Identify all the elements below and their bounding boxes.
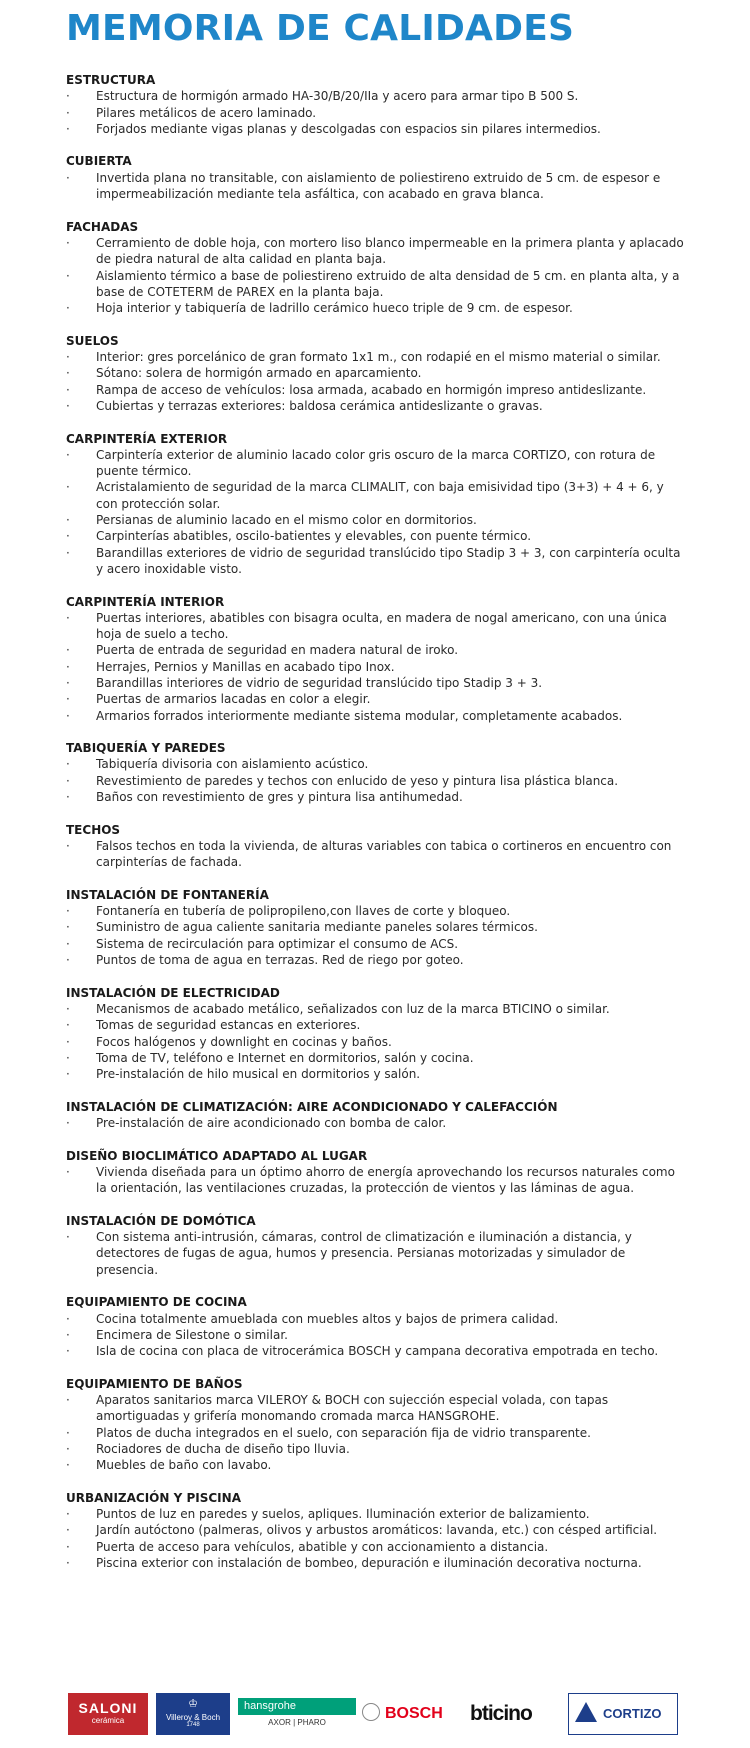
item-text: Estructura de hormigón armado HA-30/B/20/IIa y acero para armar tipo B 500 S.	[96, 89, 579, 104]
bullet-icon: ·	[66, 936, 70, 951]
saloni-logo-sub: cerámica	[91, 1716, 125, 1725]
bullet-icon: ·	[66, 692, 70, 707]
section	[66, 153, 688, 202]
item-text: Interior: gres porcelánico de gran formato 1x1 m., con rodapié en el mismo material o similar.	[96, 350, 661, 365]
section-items	[66, 1392, 688, 1473]
section	[66, 1213, 688, 1278]
section-title: SUELOS	[66, 333, 119, 348]
bosch-logo	[362, 1693, 466, 1735]
list-item	[66, 936, 688, 952]
qualities-list	[66, 72, 688, 1588]
saloni-logo-name: SALONI	[78, 1700, 138, 1716]
bullet-icon: ·	[66, 513, 70, 528]
section	[66, 1099, 688, 1132]
section-items	[66, 88, 688, 137]
list-item	[66, 170, 688, 203]
bullet-icon: ·	[66, 89, 70, 104]
section	[66, 431, 688, 578]
list-item	[66, 1425, 688, 1441]
bullet-icon: ·	[66, 1164, 70, 1179]
section	[66, 72, 688, 137]
bullet-icon: ·	[66, 1050, 70, 1065]
section	[66, 740, 688, 805]
list-item	[66, 105, 688, 121]
section-title: EQUIPAMIENTO DE BAÑOS	[66, 1376, 243, 1391]
list-item	[66, 691, 688, 707]
list-item	[66, 642, 688, 658]
bullet-icon: ·	[66, 301, 70, 316]
cortizo-logo-name: CORTIZO	[603, 1706, 662, 1721]
section	[66, 822, 688, 871]
bullet-icon: ·	[66, 350, 70, 365]
item-text: Cubiertas y terrazas exteriores: baldosa cerámica antideslizante o gravas.	[96, 398, 543, 413]
item-text: Tomas de seguridad estancas en exteriores.	[96, 1018, 361, 1033]
list-item	[66, 88, 688, 104]
item-text: Puntos de luz en paredes y suelos, apliques. Iluminación exterior de balizamiento.	[96, 1507, 590, 1522]
bullet-icon: ·	[66, 1425, 70, 1440]
item-text: Aparatos sanitarios marca VILEROY & BOCH con sujección especial volada, con tapas amortiguadas y grifería monomando cromada marca HANSGROHE.	[96, 1393, 609, 1424]
list-item	[66, 610, 688, 643]
section-title: INSTALACIÓN DE FONTANERÍA	[66, 887, 269, 902]
bullet-icon: ·	[66, 1458, 70, 1473]
section-items	[66, 235, 688, 316]
section-title: FACHADAS	[66, 219, 139, 234]
section-items	[66, 903, 688, 968]
item-text: Falsos techos en toda la vivienda, de alturas variables con tabica o cortineros en encuentro con carpinterías de fachada.	[96, 838, 672, 870]
list-item	[66, 235, 688, 268]
section-title: DISEÑO BIOCLIMÁTICO ADAPTADO AL LUGAR	[66, 1148, 368, 1163]
section-items	[66, 1001, 688, 1082]
bullet-icon: ·	[66, 953, 70, 968]
saloni-logo	[68, 1693, 148, 1735]
item-text: Barandillas exteriores de vidrio de seguridad translúcido tipo Stadip 3 + 3, con carpintería oculta y acero inoxidable visto.	[96, 545, 681, 576]
bullet-icon: ·	[66, 1327, 70, 1342]
list-item	[66, 1034, 688, 1050]
list-item	[66, 952, 688, 968]
item-text: Pre-instalación de aire acondicionado con bomba de calor.	[96, 1116, 447, 1130]
list-item	[66, 1164, 688, 1197]
item-text: Suministro de agua caliente sanitaria mediante paneles solares térmicos.	[96, 920, 538, 935]
list-item	[66, 479, 688, 512]
bullet-icon: ·	[66, 1523, 70, 1538]
item-text: Carpinterías abatibles, oscilo-batientes y elevables, con puente térmico.	[96, 529, 532, 544]
item-text: Rociadores de ducha de diseño tipo lluvia.	[96, 1441, 350, 1456]
bullet-icon: ·	[66, 545, 70, 560]
page-title: MEMORIA DE CALIDADES	[66, 8, 575, 49]
bticino-logo	[470, 1693, 564, 1735]
item-text: Pre-instalación de hilo musical en dormitorios y salón.	[96, 1067, 421, 1082]
item-text: Encimera de Silestone o similar.	[96, 1327, 288, 1342]
bullet-icon: ·	[66, 1393, 70, 1408]
bosch-logo-name: BOSCH	[385, 1705, 443, 1722]
bullet-icon: ·	[66, 1344, 70, 1359]
list-item	[66, 1115, 688, 1131]
item-text: Puntos de toma de agua en terrazas. Red de riego por goteo.	[96, 953, 464, 968]
bullet-icon: ·	[66, 121, 70, 136]
section-title: CARPINTERÍA EXTERIOR	[66, 431, 228, 446]
item-text: Vivienda diseñada para un óptimo ahorro de energía aprovechando los recursos naturales como la orientación, las ventilaciones cruzadas, la protección de vientos y las láminas de agua.	[96, 1164, 675, 1196]
bullet-icon: ·	[66, 1539, 70, 1554]
bullet-icon: ·	[66, 1441, 70, 1456]
section-items	[66, 1164, 688, 1197]
bullet-icon: ·	[66, 1034, 70, 1049]
bullet-icon: ·	[66, 757, 70, 772]
bullet-icon: ·	[66, 790, 70, 805]
list-item	[66, 300, 688, 316]
list-item	[66, 268, 688, 301]
section-items	[66, 1115, 688, 1131]
section	[66, 219, 688, 317]
list-item	[66, 1343, 688, 1359]
item-text: Baños con revestimiento de gres y pintura lisa antihumedad.	[96, 790, 463, 805]
item-text: Aislamiento térmico a base de poliestireno extruido de alta densidad de 5 cm. en planta alta, y a base de COTETERM de PAREX en la planta baja.	[96, 268, 680, 299]
list-item	[66, 1392, 688, 1425]
bullet-icon: ·	[66, 447, 70, 462]
item-text: Persianas de aluminio lacado en el mismo color en dormitorios.	[96, 513, 477, 528]
item-text: Cocina totalmente amueblada con muebles altos y bajos de primera calidad.	[96, 1311, 559, 1326]
item-text: Con sistema anti-intrusión, cámaras, control de climatización e iluminación a distancia, y detectores de fugas de agua, humos y presencia. Persianas motorizadas y simulador de presencia.	[96, 1230, 632, 1277]
list-item	[66, 675, 688, 691]
list-item	[66, 708, 688, 724]
section-items	[66, 170, 688, 203]
hansgrohe-logo	[238, 1693, 356, 1735]
bullet-icon: ·	[66, 1556, 70, 1571]
section	[66, 1490, 688, 1571]
section	[66, 887, 688, 968]
item-text: Armarios forrados interiormente mediante sistema modular, completamente acabados.	[96, 708, 623, 723]
item-text: Barandillas interiores de vidrio de seguridad translúcido tipo Stadip 3 + 3.	[96, 675, 543, 690]
item-text: Piscina exterior con instalación de bombeo, depuración e iluminación decorativa nocturna.	[96, 1556, 642, 1571]
section-items	[66, 838, 688, 871]
list-item	[66, 1457, 688, 1473]
bullet-icon: ·	[66, 170, 70, 185]
item-text: Rampa de acceso de vehículos: losa armada, acabado en hormigón impreso antideslizante.	[96, 382, 647, 397]
list-item	[66, 1506, 688, 1522]
bullet-icon: ·	[66, 904, 70, 919]
section-items	[66, 610, 688, 724]
bullet-icon: ·	[66, 268, 70, 283]
list-item	[66, 382, 688, 398]
list-item	[66, 1017, 688, 1033]
list-item	[66, 121, 688, 137]
bullet-icon: ·	[66, 1018, 70, 1033]
section	[66, 985, 688, 1083]
section-items	[66, 756, 688, 805]
brand-logos	[66, 1693, 680, 1735]
bullet-icon: ·	[66, 1230, 70, 1245]
bullet-icon: ·	[66, 105, 70, 120]
section-title: EQUIPAMIENTO DE COCINA	[66, 1295, 247, 1310]
bullet-icon: ·	[66, 708, 70, 723]
section-title: ESTRUCTURA	[66, 73, 156, 87]
section-title: INSTALACIÓN DE ELECTRICIDAD	[66, 985, 280, 1000]
cortizo-mark-icon	[575, 1702, 597, 1722]
item-text: Puertas interiores, abatibles con bisagra oculta, en madera de nogal americano, con una única hoja de suelo a techo.	[96, 610, 667, 642]
item-text: Revestimiento de paredes y techos con enlucido de yeso y pintura lisa plástica blanca.	[96, 773, 619, 788]
item-text: Tabiquería divisoria con aislamiento acústico.	[96, 757, 369, 772]
list-item	[66, 528, 688, 544]
bullet-icon: ·	[66, 610, 70, 625]
villeroy-boch-logo-year: 1748	[186, 1722, 200, 1728]
bullet-icon: ·	[66, 1067, 70, 1082]
hansgrohe-logo-name: hansgrohe	[238, 1698, 356, 1715]
list-item	[66, 1522, 688, 1538]
item-text: Herrajes, Pernios y Manillas en acabado tipo Inox.	[96, 659, 395, 674]
item-text: Acristalamiento de seguridad de la marca CLIMALIT, con baja emisividad tipo (3+3) + 4 + 6, y con protección solar.	[96, 480, 664, 511]
item-text: Sótano: solera de hormigón armado en aparcamiento.	[96, 366, 422, 381]
item-text: Invertida plana no transitable, con aislamiento de poliestireno extruido de 5 cm. de espesor e impermeabilización mediante tela asfáltica, con acabado en grava blanca.	[96, 170, 661, 202]
item-text: Carpintería exterior de aluminio lacado color gris oscuro de la marca CORTIZO, con rotura de puente térmico.	[96, 447, 656, 479]
list-item	[66, 659, 688, 675]
item-text: Sistema de recirculación para optimizar el consumo de ACS.	[96, 936, 459, 951]
item-text: Muebles de baño con lavabo.	[96, 1458, 272, 1473]
item-text: Platos de ducha integrados en el suelo, con separación fija de vidrio transparente.	[96, 1425, 591, 1440]
section-title: CARPINTERÍA INTERIOR	[66, 594, 225, 609]
item-text: Mecanismos de acabado metálico, señalizados con luz de la marca BTICINO o similar.	[96, 1001, 610, 1016]
list-item	[66, 349, 688, 365]
list-item	[66, 756, 688, 772]
hansgrohe-logo-sub: AXOR | PHARO	[268, 1718, 326, 1727]
item-text: Pilares metálicos de acero laminado.	[96, 105, 317, 120]
item-text: Puertas de armarios lacadas en color a elegir.	[96, 692, 371, 707]
bullet-icon: ·	[66, 643, 70, 658]
list-item	[66, 1001, 688, 1017]
bullet-icon: ·	[66, 382, 70, 397]
bullet-icon: ·	[66, 1311, 70, 1326]
item-text: Fontanería en tubería de polipropileno,con llaves de corte y bloqueo.	[96, 904, 511, 919]
bullet-icon: ·	[66, 398, 70, 413]
villeroy-boch-logo	[156, 1693, 230, 1735]
bullet-icon: ·	[66, 1116, 70, 1130]
item-text: Focos halógenos y downlight en cocinas y baños.	[96, 1034, 392, 1049]
list-item	[66, 1050, 688, 1066]
item-text: Isla de cocina con placa de vitrocerámica BOSCH y campana decorativa empotrada en techo.	[96, 1344, 659, 1359]
section	[66, 1294, 688, 1359]
bullet-icon: ·	[66, 480, 70, 495]
list-item	[66, 838, 688, 871]
list-item	[66, 773, 688, 789]
list-item	[66, 1311, 688, 1327]
section-items	[66, 447, 688, 577]
bullet-icon: ·	[66, 529, 70, 544]
item-text: Puerta de entrada de seguridad en madera natural de iroko.	[96, 643, 459, 658]
list-item	[66, 919, 688, 935]
crest-icon: ♔	[188, 1698, 198, 1710]
item-text: Toma de TV, teléfono e Internet en dormitorios, salón y cocina.	[96, 1050, 474, 1065]
bullet-icon: ·	[66, 235, 70, 250]
list-item	[66, 447, 688, 480]
list-item	[66, 398, 688, 414]
bullet-icon: ·	[66, 366, 70, 381]
list-item	[66, 365, 688, 381]
item-text: Jardín autóctono (palmeras, olivos y arbustos aromáticos: lavanda, etc.) con césped artificial.	[96, 1523, 658, 1538]
section-title: TECHOS	[66, 822, 121, 837]
list-item	[66, 512, 688, 528]
item-text: Hoja interior y tabiquería de ladrillo cerámico hueco triple de 9 cm. de espesor.	[96, 301, 573, 316]
list-item	[66, 1539, 688, 1555]
bullet-icon: ·	[66, 1507, 70, 1522]
bullet-icon: ·	[66, 838, 70, 853]
section-title: CUBIERTA	[66, 154, 132, 169]
section-title: URBANIZACIÓN Y PISCINA	[66, 1490, 241, 1505]
section-title: TABIQUERÍA Y PAREDES	[66, 741, 226, 756]
villeroy-boch-logo-name: Villeroy & Boch	[165, 1713, 221, 1722]
section	[66, 594, 688, 724]
cortizo-logo	[568, 1693, 678, 1735]
list-item	[66, 1441, 688, 1457]
section	[66, 1148, 688, 1197]
section	[66, 333, 688, 414]
bosch-armature-icon	[362, 1703, 380, 1721]
section-items	[66, 1229, 688, 1278]
list-item	[66, 1229, 688, 1278]
item-text: Cerramiento de doble hoja, con mortero liso blanco impermeable en la primera planta y aplacado de piedra natural de alta calidad en planta baja.	[96, 235, 684, 267]
bullet-icon: ·	[66, 773, 70, 788]
list-item	[66, 903, 688, 919]
section-items	[66, 349, 688, 414]
section	[66, 1376, 688, 1474]
list-item	[66, 789, 688, 805]
section-title: INSTALACIÓN DE DOMÓTICA	[66, 1213, 256, 1228]
section-items	[66, 1506, 688, 1571]
list-item	[66, 545, 688, 578]
bticino-logo-name: bticino	[470, 1702, 532, 1725]
bullet-icon: ·	[66, 920, 70, 935]
section-items	[66, 1311, 688, 1360]
bullet-icon: ·	[66, 659, 70, 674]
section-title: INSTALACIÓN DE CLIMATIZACIÓN: AIRE ACONDICIONADO Y CALEFACCIÓN	[66, 1099, 558, 1114]
list-item	[66, 1555, 688, 1571]
item-text: Puerta de acceso para vehículos, abatible y con accionamiento a distancia.	[96, 1539, 549, 1554]
bullet-icon: ·	[66, 1001, 70, 1016]
bullet-icon: ·	[66, 675, 70, 690]
list-item	[66, 1327, 688, 1343]
item-text: Forjados mediante vigas planas y descolgadas con espacios sin pilares intermedios.	[96, 121, 601, 136]
list-item	[66, 1066, 688, 1082]
